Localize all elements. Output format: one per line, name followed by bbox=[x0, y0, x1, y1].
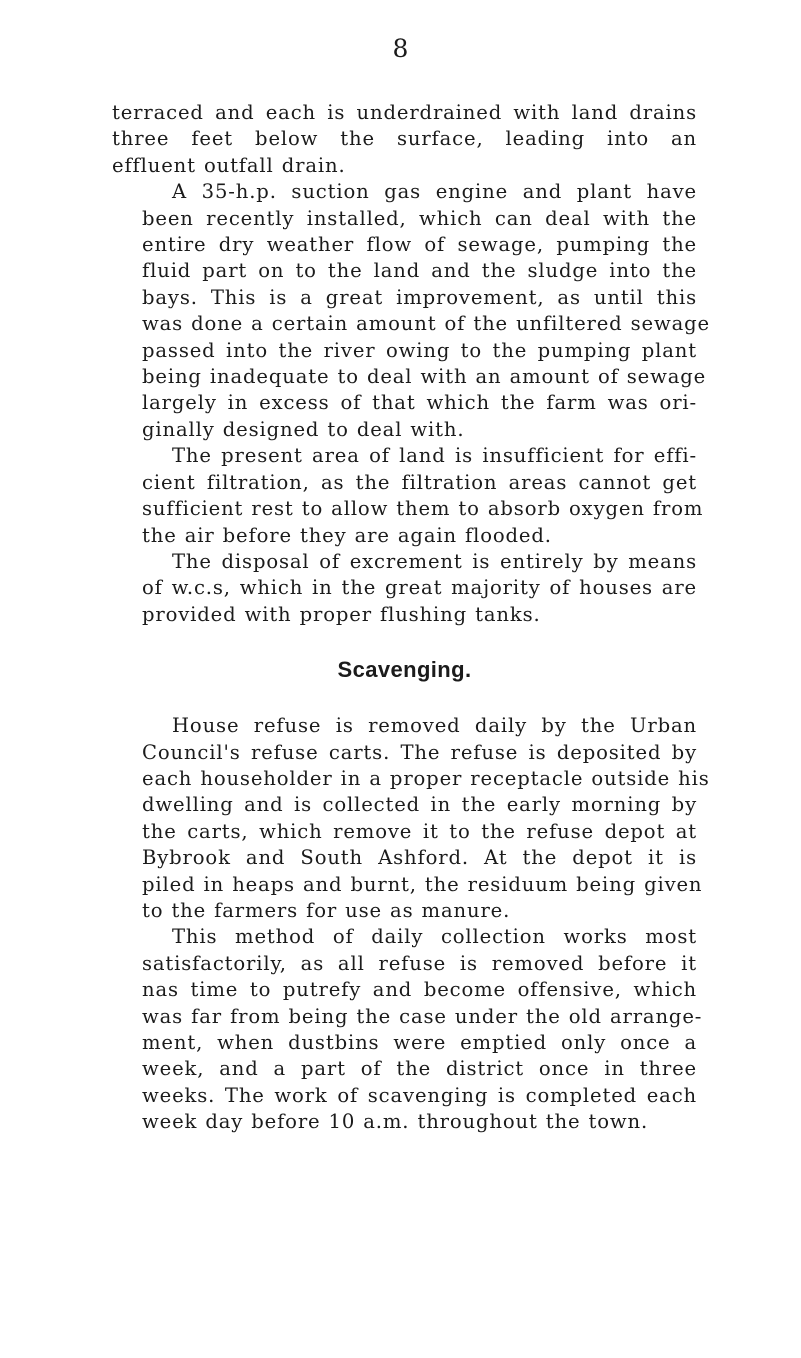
paragraph-land-area bbox=[112, 443, 704, 549]
text-line: weeks. The work of scavenging is completed each bbox=[142, 1083, 697, 1107]
text-line: bays. This is a great improvement, as until this bbox=[142, 285, 697, 309]
page-number: 8 bbox=[392, 34, 409, 63]
text-line: Council's refuse carts. The refuse is deposited by bbox=[142, 740, 697, 764]
text-line: largely in excess of that which the farm was ori- bbox=[142, 391, 697, 415]
text-line: been recently installed, which can deal with the bbox=[142, 206, 697, 230]
paragraph-daily-collection bbox=[112, 924, 703, 1135]
paragraph-gas-engine bbox=[112, 179, 710, 443]
paragraph-drainage bbox=[112, 100, 697, 179]
text-line: cient filtration, as the filtration areas cannot get bbox=[142, 470, 697, 494]
text-line: fluid part on to the land and the sludge into the bbox=[142, 259, 697, 283]
paragraph-excrement-disposal bbox=[112, 549, 697, 628]
text-line: ginally designed to deal with. bbox=[142, 417, 465, 441]
text-line: House refuse is removed daily by the Urban bbox=[172, 714, 697, 738]
text-line: A 35-h.p. suction gas engine and plant have bbox=[172, 180, 697, 204]
text-line: Bybrook and South Ashford. At the depot it is bbox=[142, 846, 697, 870]
text-line: satisfactorily, as all refuse is removed before it bbox=[142, 951, 697, 975]
text-line: The present area of land is insufficient for effi- bbox=[172, 444, 697, 468]
text-line: passed into the river owing to the pumping plant bbox=[142, 338, 697, 362]
text-line: week day before 10 a.m. throughout the town. bbox=[142, 1110, 649, 1134]
body-text bbox=[112, 100, 710, 1136]
text-line: ment, when dustbins were emptied only once a bbox=[142, 1031, 697, 1054]
text-line: was done a certain amount of the unfiltered sewage bbox=[142, 312, 710, 336]
text-line: sufficient rest to allow them to absorb oxygen from bbox=[142, 497, 704, 521]
text-line: to the farmers for use as manure. bbox=[142, 898, 511, 922]
text-line: effluent outfall drain. bbox=[112, 153, 346, 177]
text-line: dwelling and is collected in the early morning by bbox=[142, 793, 697, 817]
text-line: piled in heaps and burnt, the residuum being given bbox=[142, 872, 703, 896]
text-line: provided with proper flushing tanks. bbox=[142, 602, 541, 626]
text-line: was far from being the case under the old arrange- bbox=[142, 1004, 703, 1028]
text-line: the carts, which remove it to the refuse depot at bbox=[142, 819, 697, 843]
text-line: of w.c.s, which in the great majority of houses are bbox=[142, 576, 697, 600]
text-line: week, and a part of the district once in three bbox=[142, 1057, 697, 1081]
section-heading-scavenging: Scavenging. bbox=[337, 657, 472, 683]
text-line: This method of daily collection works most bbox=[172, 925, 697, 949]
text-line: each householder in a proper receptacle outside his bbox=[142, 766, 710, 790]
text-line: the air before they are again flooded. bbox=[142, 523, 552, 547]
text-line: terraced and each is underdrained with land drains bbox=[112, 101, 697, 124]
text-line: nas time to putrefy and become offensive, which bbox=[142, 978, 697, 1002]
text-line: three feet below the surface, leading into an bbox=[112, 127, 697, 151]
text-line: entire dry weather flow of sewage, pumping the bbox=[142, 233, 697, 257]
paragraph-house-refuse bbox=[112, 713, 710, 924]
text-line: The disposal of excrement is entirely by means bbox=[172, 549, 697, 573]
text-line: being inadequate to deal with an amount of sewage bbox=[142, 365, 707, 389]
